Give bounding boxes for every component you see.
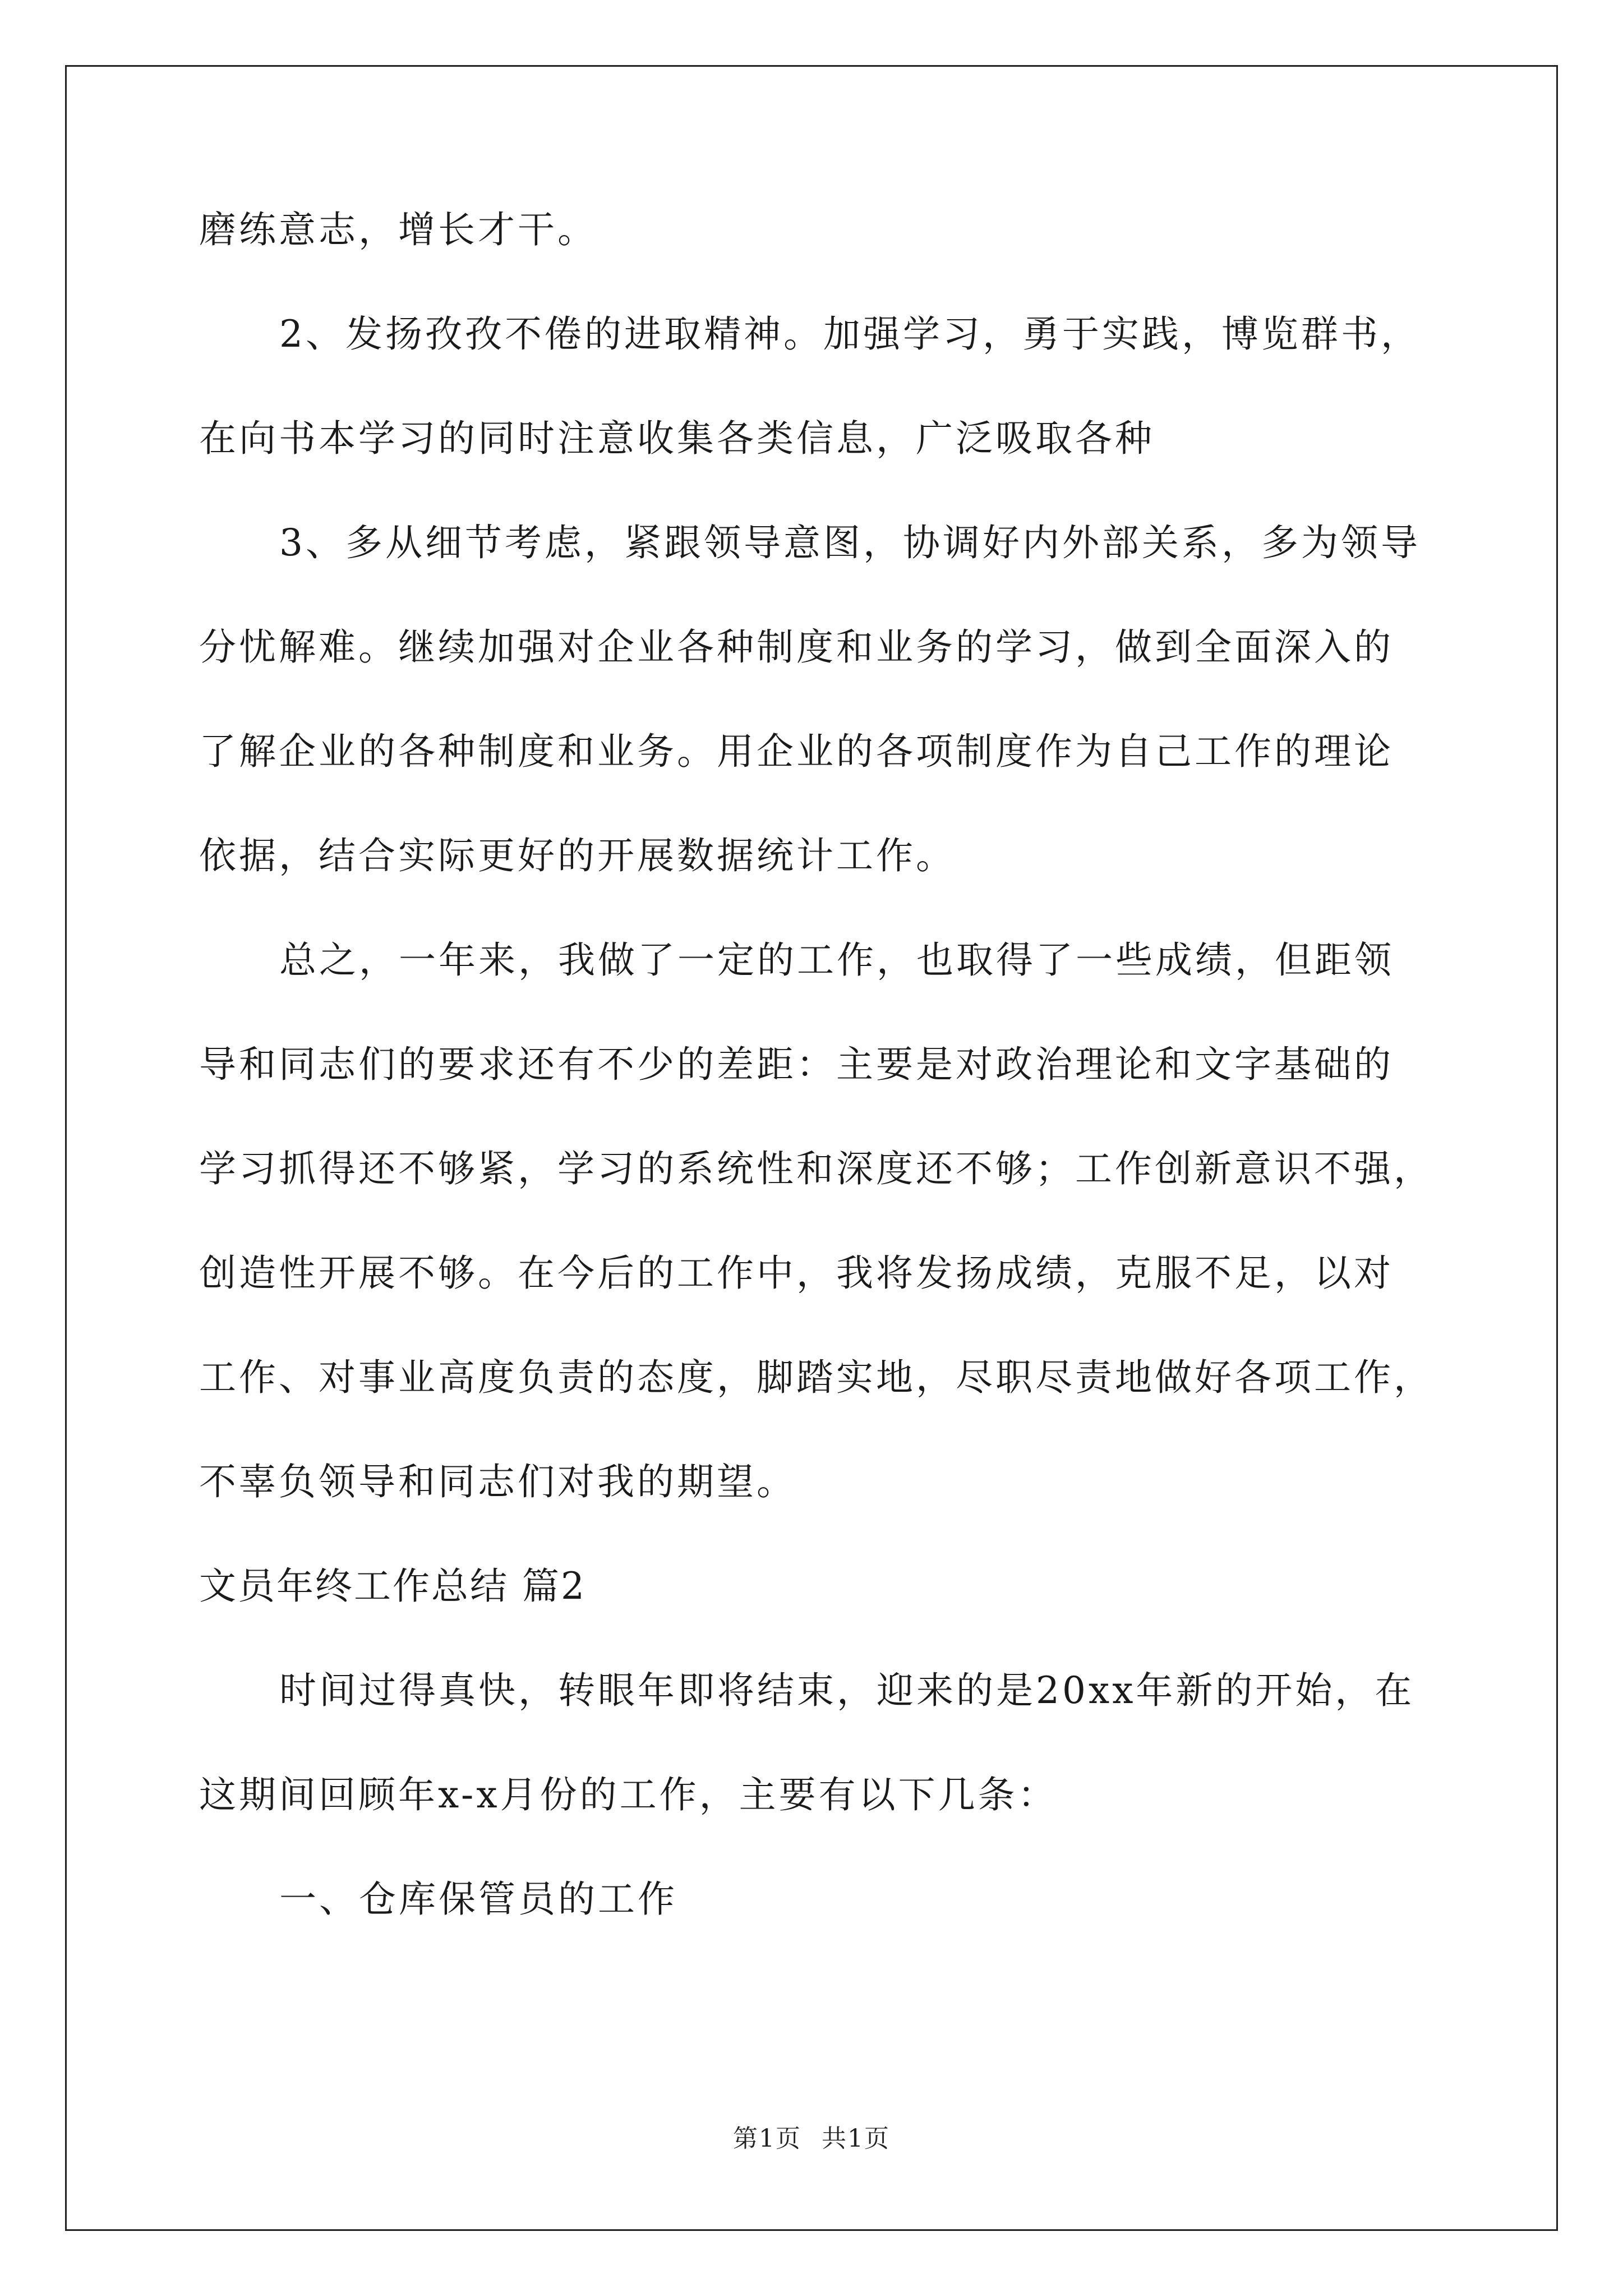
paragraph-line: 在向书本学习的同时注意收集各类信息，广泛吸取各种 xyxy=(199,417,1155,460)
paragraph-line: 磨练意志，增长才干。 xyxy=(199,208,597,251)
page-total: 共1页 xyxy=(822,2124,890,2153)
section-heading: 文员年终工作总结 篇2 xyxy=(199,1565,586,1608)
paragraph-line: 导和同志们的要求还有不少的差距：主要是对政治理论和文字基础的 xyxy=(199,1043,1394,1086)
paragraph-line: 不辜负领导和同志们对我的期望。 xyxy=(199,1460,796,1503)
paragraph-line: 时间过得真快，转眼年即将结束，迎来的是20xx年新的开始，在 xyxy=(279,1669,1415,1712)
paragraph-line: 依据，结合实际更好的开展数据统计工作。 xyxy=(199,834,956,877)
paragraph-line: 这期间回顾年x-x月份的工作，主要有以下几条： xyxy=(199,1773,1058,1816)
paragraph-line: 分忧解难。继续加强对企业各种制度和业务的学习，做到全面深入的 xyxy=(199,625,1394,669)
paragraph-line: 3、多从细节考虑，紧跟领导意图，协调好内外部关系，多为领导 xyxy=(279,521,1421,564)
paragraph-line: 一、仓库保管员的工作 xyxy=(279,1878,677,1921)
paragraph-line: 2、发扬孜孜不倦的进取精神。加强学习，勇于实践，博览群书， xyxy=(279,312,1421,356)
paragraph-line: 学习抓得还不够紧，学习的系统性和深度还不够；工作创新意识不强， xyxy=(199,1147,1433,1190)
paragraph-line: 总之，一年来，我做了一定的工作，也取得了一些成绩，但距领 xyxy=(279,938,1394,982)
paragraph-line: 创造性开展不够。在今后的工作中，我将发扬成绩，克服不足，以对 xyxy=(199,1251,1394,1295)
page-footer xyxy=(0,2123,1623,2155)
paragraph-line: 工作、对事业高度负责的态度，脚踏实地，尽职尽责地做好各项工作， xyxy=(199,1356,1433,1399)
page-number: 第1页 xyxy=(733,2124,801,2153)
paragraph-line: 了解企业的各种制度和业务。用企业的各项制度作为自己工作的理论 xyxy=(199,730,1394,773)
